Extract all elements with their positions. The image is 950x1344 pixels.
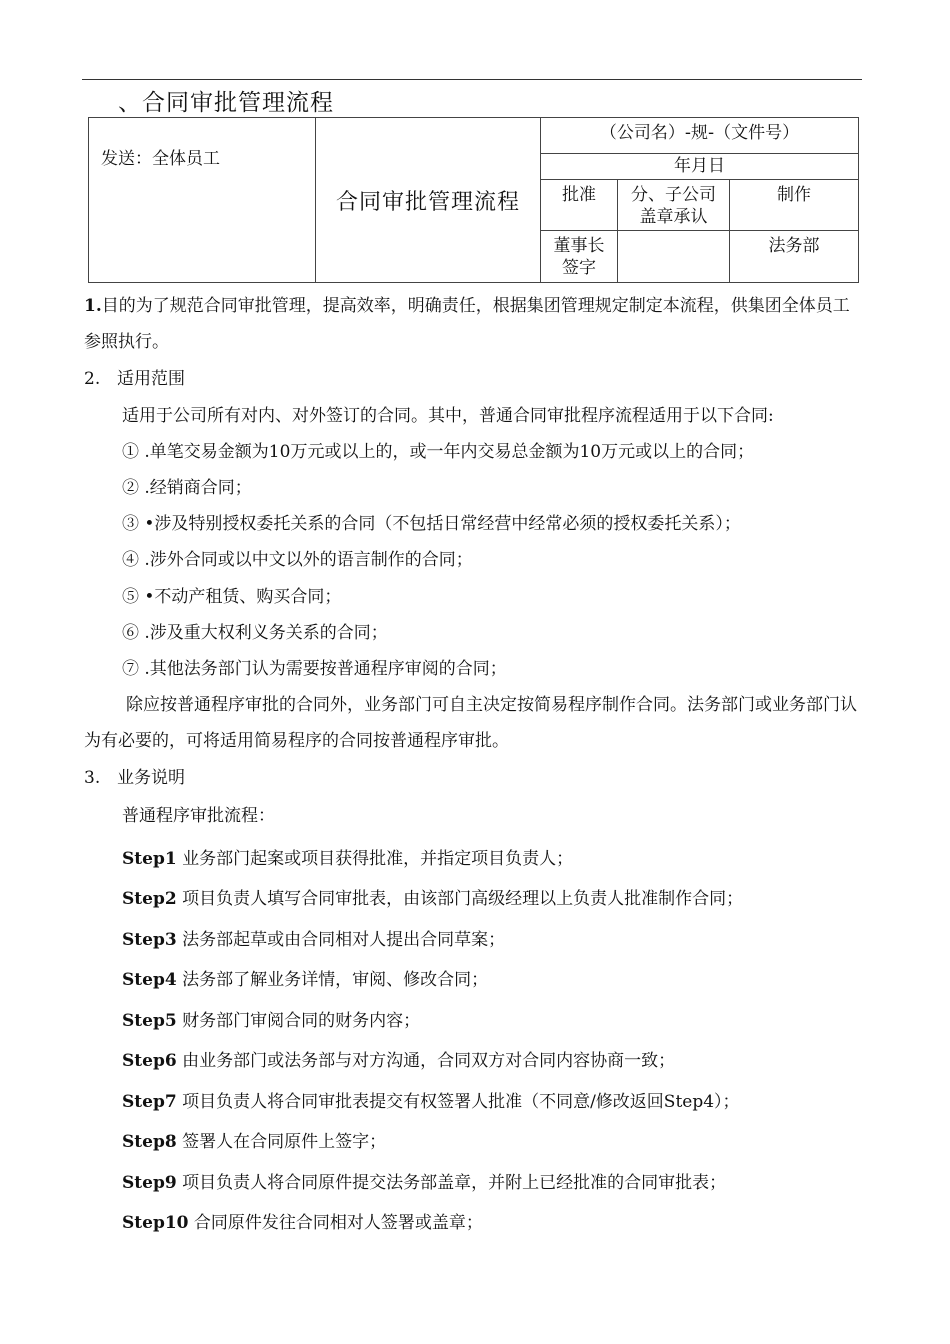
- step-5: [122, 1010, 420, 1032]
- header-table: [88, 117, 859, 283]
- step-label: Step7: [122, 1092, 177, 1112]
- scope-item-5: ⑤ •不动产租赁、购买合同；: [122, 587, 342, 607]
- step-label: Step9: [122, 1173, 177, 1193]
- step-6: [122, 1050, 675, 1072]
- step-label: Step4: [122, 970, 177, 990]
- step-text: 由业务部门或法务部与对方沟通，合同双方对合同内容协商一致；: [176, 1051, 676, 1071]
- scope-item-3: ③ •涉及特别授权委托关系的合同（不包括日常经营中经常必须的授权委托关系）；: [122, 514, 741, 534]
- doc-date: 年月日: [541, 154, 859, 180]
- step-9: [122, 1172, 726, 1194]
- subsidiary-line1: 分、子公司: [631, 185, 716, 205]
- step-label: Step8: [122, 1132, 177, 1152]
- step-text: 业务部门起案或项目获得批准，并指定项目负责人；: [176, 849, 574, 869]
- step-label: Step6: [122, 1051, 177, 1071]
- step-4: [122, 969, 488, 991]
- step-7: [122, 1091, 740, 1113]
- step-text: 项目负责人将合同原件提交法务部盖章，并附上已经批准的合同审批表；: [176, 1173, 727, 1193]
- step-text: 法务部起草或由合同相对人提出合同草案；: [176, 930, 506, 950]
- doc-code: （公司名）-规-（文件号）: [541, 118, 859, 154]
- make-label: 制作: [730, 180, 859, 231]
- section1-text: 目的为了规范合同审批管理，提高效率，明确责任，根据集团管理规定制定本流程，供集团全体员工参照执行。: [84, 296, 850, 352]
- step-label: Step10: [122, 1213, 189, 1233]
- scope-item-4: ④ .涉外合同或以中文以外的语言制作的合同；: [122, 550, 473, 570]
- scope-item-2: ② .经销商合同；: [122, 478, 252, 498]
- section2-heading: 适用范围: [117, 369, 185, 389]
- step-label: Step5: [122, 1011, 177, 1031]
- step-text: 合同原件发往合同相对人签署或盖章；: [188, 1213, 483, 1233]
- subsidiary-seal: [618, 180, 730, 231]
- table-title: 合同审批管理流程: [316, 118, 541, 283]
- section3-heading: 业务说明: [117, 768, 185, 788]
- step-2: [122, 888, 743, 910]
- step-8: [122, 1131, 386, 1153]
- top-rule: [82, 79, 862, 80]
- section1-number: 1.: [84, 296, 102, 316]
- section2-intro: 适用于公司所有对内、对外签订的合同。其中，普通合同审批程序流程适用于以下合同:: [122, 406, 774, 426]
- step-label: Step2: [122, 889, 177, 909]
- step-text: 项目负责人填写合同审批表，由该部门高级经理以上负责人批准制作合同；: [176, 889, 744, 909]
- step-3: [122, 929, 505, 951]
- section3-number: 3.: [84, 768, 101, 788]
- send-to: 发送：全体员工: [89, 118, 316, 283]
- step-text: 签署人在合同原件上签字；: [176, 1132, 387, 1152]
- section2-number: 2.: [84, 369, 101, 389]
- legal-dept: 法务部: [730, 231, 859, 283]
- document-title: 、合同审批管理流程: [118, 90, 334, 116]
- step-label: Step3: [122, 930, 177, 950]
- scope-item-6: ⑥ .涉及重大权利义务关系的合同；: [122, 623, 388, 643]
- empty-cell: [618, 231, 730, 283]
- step-1: [122, 848, 573, 870]
- step-label: Step1: [122, 849, 177, 869]
- chairman-line1: 董事长: [553, 236, 605, 256]
- scope-item-1: ① .单笔交易金额为10万元或以上的，或一年内交易总金额为10万元或以上的合同；: [122, 442, 755, 462]
- subsidiary-line2: 盖章承认: [639, 207, 708, 227]
- chairman-line2: 签字: [562, 258, 596, 278]
- section1-paragraph: [84, 288, 862, 360]
- step-10: [122, 1212, 483, 1234]
- step-text: 项目负责人将合同审批表提交有权签署人批准（不同意/修改返回Step4）；: [176, 1092, 740, 1112]
- section2-note: 除应按普通程序审批的合同外，业务部门可自主决定按简易程序制作合同。法务部门或业务部门认为有必要的，可将适用简易程序的合同按普通程序审批。: [84, 695, 857, 751]
- scope-item-7: ⑦ .其他法务部门认为需要按普通程序审阅的合同；: [122, 659, 507, 679]
- chairman-signature: [541, 231, 618, 283]
- approve-label: 批准: [541, 180, 618, 231]
- step-text: 法务部了解业务详情，审阅、修改合同；: [176, 970, 489, 990]
- section3-subheading: 普通程序审批流程：: [122, 806, 275, 826]
- step-text: 财务部门审阅合同的财务内容；: [176, 1011, 421, 1031]
